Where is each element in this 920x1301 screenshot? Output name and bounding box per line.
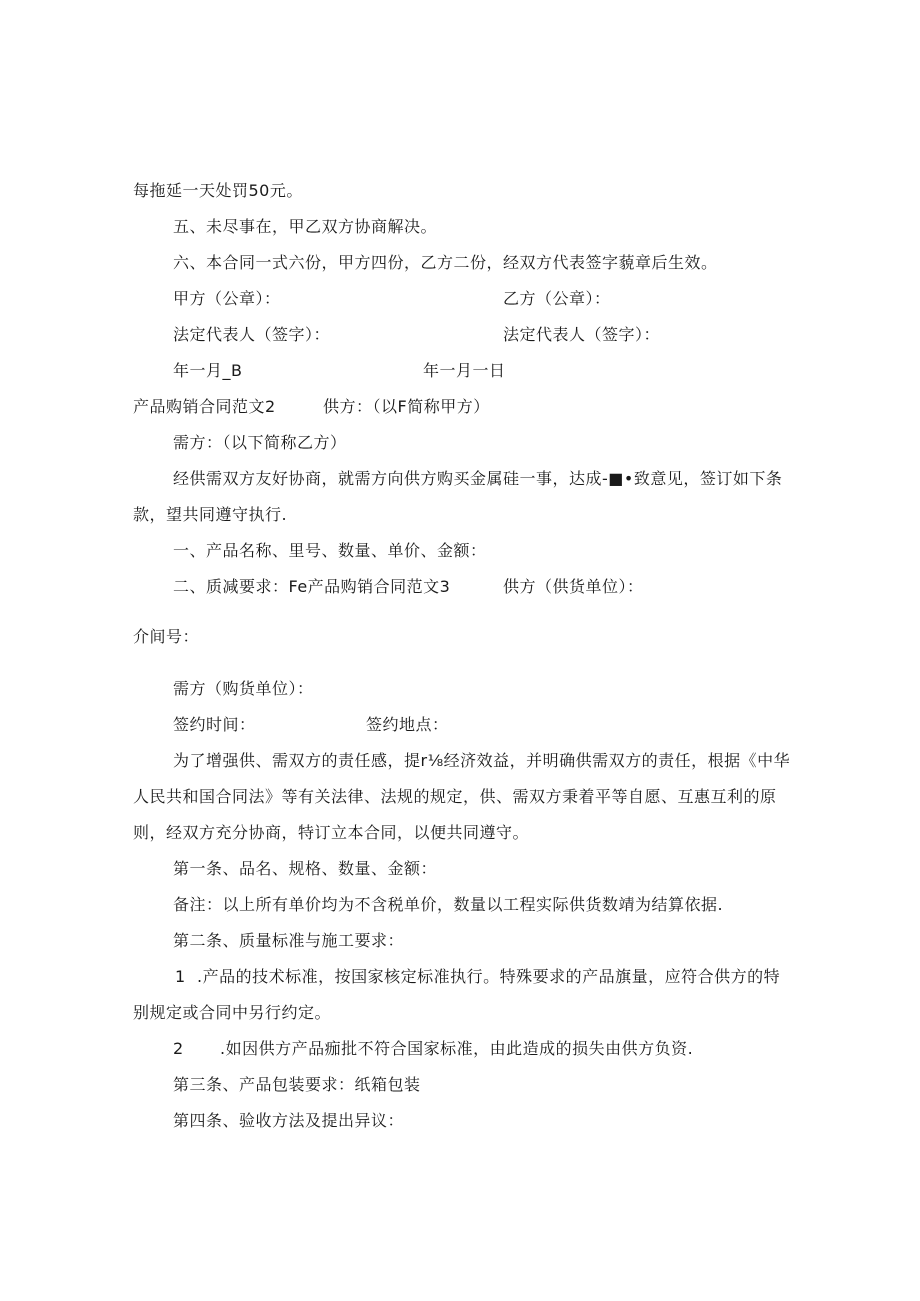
remark: 备注：以上所有单价均为不含税单价，数量以工程实际供货数靖为结算依据. — [173, 895, 724, 914]
point-1-number: 1 — [175, 967, 186, 986]
supplier-2: 供方：（以F简称甲方） — [323, 397, 490, 416]
supplier-3: 供方（供货单位）： — [503, 577, 644, 596]
sign-place: 签约地点： — [366, 715, 449, 734]
intro-2-line1: 经供需双方友好协商，就需方向供方购买金属硅一事，达成-■•致意见，签订如下条 — [173, 469, 783, 488]
clause-2: 二、质减要求：Fe产品购销合同范文3 — [173, 577, 451, 596]
buyer-2: 需方：（以下简称乙方） — [173, 433, 347, 452]
intro-2-line2: 款，望共同遵守执行. — [133, 505, 288, 524]
article-3: 第三条、产品包装要求：纸箱包装 — [173, 1075, 421, 1094]
party-a-rep: 法定代表人（签字）： — [173, 325, 331, 344]
item-5: 五、未尽事在，甲乙双方协商解决。 — [173, 217, 438, 236]
point-2-text: .如因供方产品痂批不符合国家标准，由此造成的损失由供方负资. — [220, 1039, 694, 1058]
purpose-line1: 为了增强供、需双方的责任感，提r⅛经济效益，并明确供需双方的责任，根据《中华 — [173, 751, 791, 770]
intro-number: 介间号： — [133, 627, 200, 646]
buyer-3: 需方（购货单位）： — [173, 679, 314, 698]
sign-time: 签约时间： — [173, 715, 256, 734]
party-a-seal: 甲方（公章）： — [173, 289, 281, 308]
purpose-line2: 人民共和国合同法》等有关法律、法规的规定，供、需双方秉着平等自愿、互惠互利的原 — [133, 787, 777, 806]
point-2-number: 2 — [173, 1039, 184, 1058]
penalty-line: 每拖延一天处罚50元。 — [133, 181, 303, 200]
date-right: 年一月一日 — [423, 361, 506, 380]
contract-title-2: 产品购销合同范文2 — [133, 397, 276, 416]
article-2: 第二条、质量标准与施工要求： — [173, 931, 405, 950]
article-4: 第四条、验收方法及提出异议： — [173, 1111, 405, 1130]
party-b-seal: 乙方（公章）： — [503, 289, 611, 308]
clause-1: 一、产品名称、里号、数量、单价、金额： — [173, 541, 487, 560]
point-1-line2: 别规定或合同中另行约定。 — [133, 1003, 332, 1022]
point-1-line1: .产品的技术标准，按国家核定标准执行。特殊要求的产品旗量，应符合供方的特 — [197, 967, 781, 986]
purpose-line3: 则，经双方充分协商，特订立本合同，以便共同遵守。 — [133, 823, 530, 842]
date-left: 年一月_B — [173, 361, 243, 380]
item-6: 六、本合同一式六份，甲方四份，乙方二份，经双方代表签字藐章后生效。 — [173, 253, 718, 272]
article-1: 第一条、品名、规格、数量、金额： — [173, 859, 438, 878]
party-b-rep: 法定代表人（签字）： — [503, 325, 661, 344]
